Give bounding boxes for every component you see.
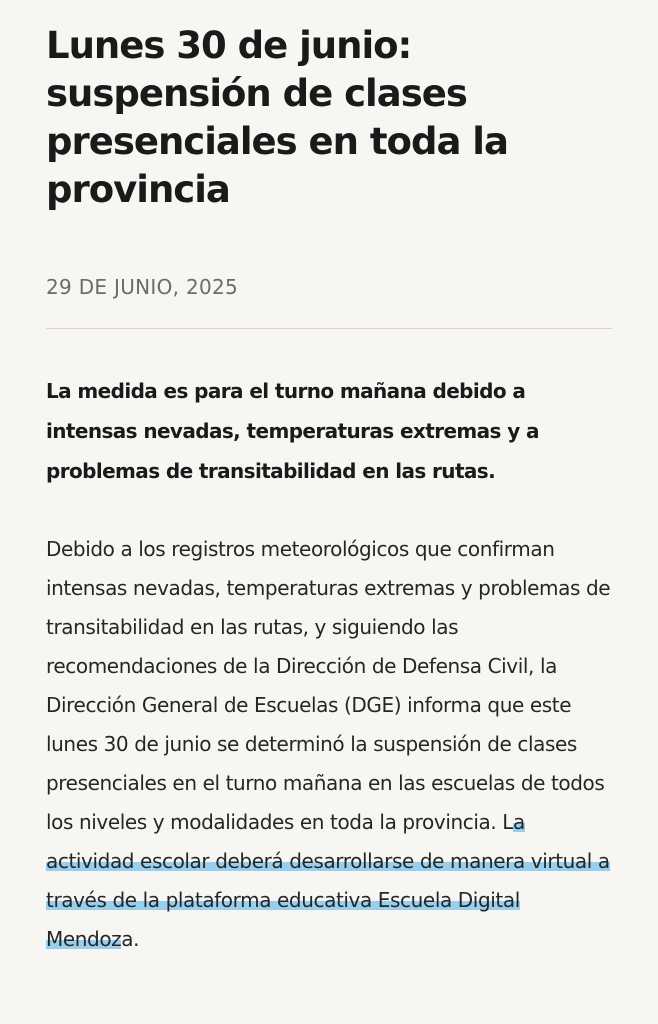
article-lead: La medida es para el turno mañana debido a intensas nevadas, temperaturas extremas y a problemas de transitabilidad en las rutas.	[46, 379, 539, 483]
highlighted-text: a actividad escolar deberá desarrollarse de manera virtual a través de la plataforma educativa Escuela Digital Mendoz	[46, 810, 610, 951]
article-body	[46, 530, 612, 959]
article	[46, 0, 612, 959]
body-tail: a.	[121, 927, 140, 951]
article-date: 29 DE JUNIO, 2025	[46, 275, 239, 299]
divider	[46, 328, 612, 329]
body-text: Debido a los registros meteorológicos que confirman intensas nevadas, temperaturas extremas y problemas de transitabilidad en las rutas, y siguiendo las recomendaciones de la Dirección de Defensa Civil, la Dirección General de Escuelas (DGE) informa que este lunes 30 de junio se determinó la suspensión de clases presenciales en el turno mañana en las escuelas de todos los niveles y modalidades en toda la provincia. L	[46, 537, 611, 834]
article-title: Lunes 30 de junio: suspensión de clases presenciales en toda la provincia	[46, 24, 508, 211]
